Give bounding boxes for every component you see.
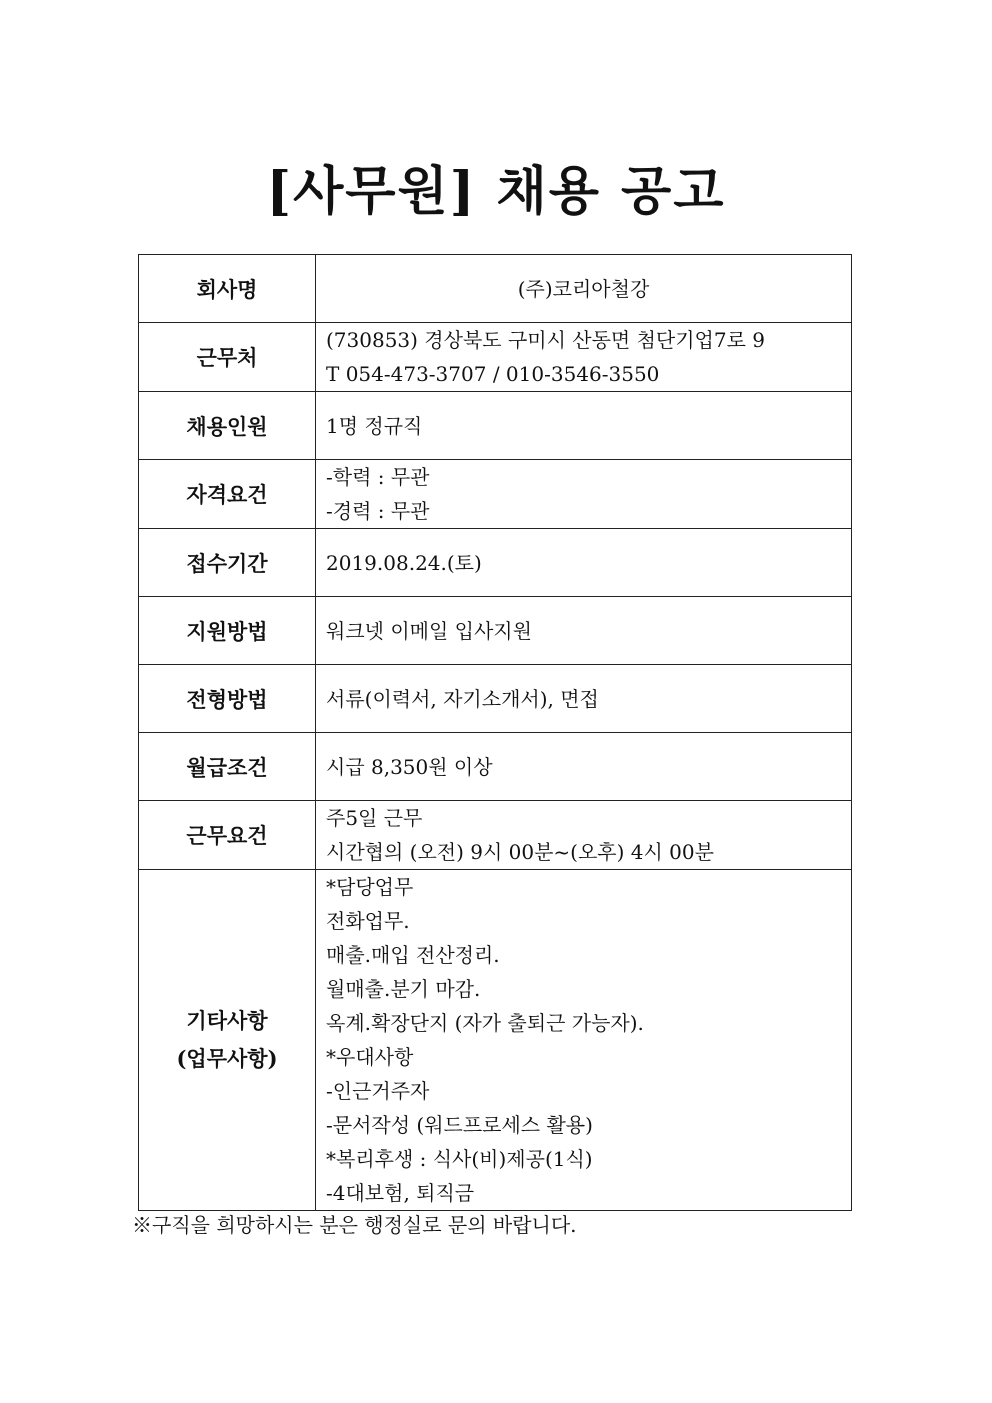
detail-line: 옥계.확장단지 (자가 출퇴근 가능자). <box>326 1011 644 1035</box>
company-name: (주)코리아철강 <box>517 276 650 301</box>
detail-line: -문서작성 (워드프로세스 활용) <box>326 1113 593 1137</box>
detail-line: 월매출.분기 마감. <box>326 977 481 1001</box>
row-label-selection-method: 전형방법 <box>139 665 316 733</box>
table-row-application-method <box>139 597 852 665</box>
table-row-headcount <box>139 392 852 460</box>
qualification-experience: -경력 : 무관 <box>326 499 430 523</box>
other-details-label-line-2: (업무사항) <box>176 1046 278 1071</box>
table-row-salary <box>139 733 852 801</box>
table-row-company <box>139 255 852 323</box>
row-label-application-period: 접수기간 <box>139 529 316 597</box>
detail-line: -4대보험, 퇴직금 <box>326 1181 475 1205</box>
row-value-qualifications <box>316 460 852 529</box>
row-value-application-period <box>316 529 852 597</box>
workplace-address: (730853) 경상북도 구미시 산동면 첨단기업7로 9 <box>326 328 765 352</box>
table-row-other-details <box>139 870 852 1211</box>
footer-note: ※구직을 희망하시는 분은 행정실로 문의 바랍니다. <box>132 1213 577 1237</box>
row-label-work-conditions: 근무요건 <box>139 801 316 870</box>
row-value-work-conditions <box>316 801 852 870</box>
table-row-workplace <box>139 323 852 392</box>
application-period-text: 2019.08.24.(토) <box>326 550 482 575</box>
row-value-workplace <box>316 323 852 392</box>
row-value-company <box>316 255 852 323</box>
row-value-selection-method <box>316 665 852 733</box>
detail-line: 전화업무. <box>326 909 410 933</box>
row-value-salary <box>316 733 852 801</box>
row-value-other-details <box>316 870 852 1211</box>
selection-method-text: 서류(이력서, 자기소개서), 면접 <box>326 686 599 711</box>
row-label-headcount: 채용인원 <box>139 392 316 460</box>
row-label-company: 회사명 <box>139 255 316 323</box>
row-label-other-details <box>139 870 316 1211</box>
application-method-text: 워크넷 이메일 입사지원 <box>326 618 532 643</box>
row-label-salary: 월급조건 <box>139 733 316 801</box>
workplace-phone: T 054-473-3707 / 010-3546-3550 <box>326 362 660 386</box>
headcount-text: 1명 정규직 <box>326 413 423 438</box>
work-hours: 시간협의 (오전) 9시 00분~(오후) 4시 00분 <box>326 840 714 864</box>
row-label-qualifications: 자격요건 <box>139 460 316 529</box>
detail-line: 매출.매입 전산정리. <box>326 943 500 967</box>
qualification-education: -학력 : 무관 <box>326 465 430 489</box>
detail-line: *우대사항 <box>326 1045 414 1069</box>
table-row-selection-method <box>139 665 852 733</box>
detail-line: *복리후생 : 식사(비)제공(1식) <box>326 1147 593 1171</box>
work-days: 주5일 근무 <box>326 806 423 830</box>
row-value-application-method <box>316 597 852 665</box>
other-details-label-line-1: 기타사항 <box>186 1008 268 1033</box>
job-notice-table <box>138 254 852 1211</box>
table-row-work-conditions <box>139 801 852 870</box>
row-value-headcount <box>316 392 852 460</box>
salary-text: 시급 8,350원 이상 <box>326 754 493 779</box>
detail-line: -인근거주자 <box>326 1079 430 1103</box>
table-row-application-period <box>139 529 852 597</box>
row-label-application-method: 지원방법 <box>139 597 316 665</box>
table-row-qualifications <box>139 460 852 529</box>
page-title: [사무원] 채용 공고 <box>266 161 726 222</box>
row-label-workplace: 근무처 <box>139 323 316 392</box>
detail-line: *담당업무 <box>326 875 414 899</box>
